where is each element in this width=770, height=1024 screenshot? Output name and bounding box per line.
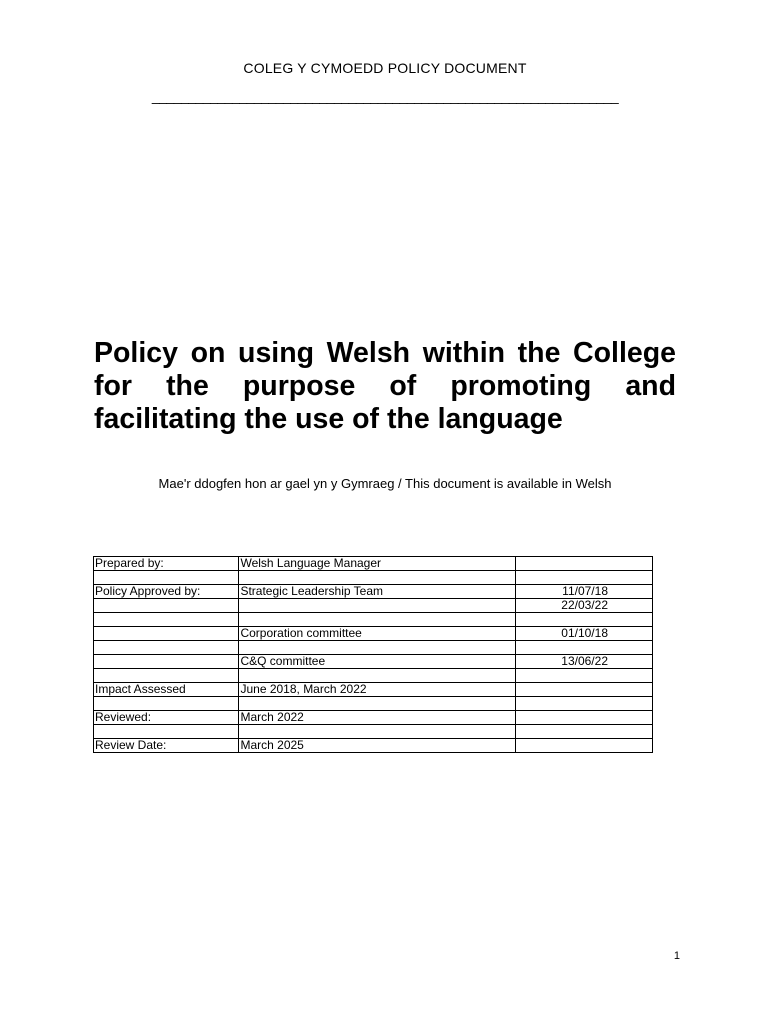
table-cell: 11/07/18 [515,585,652,599]
table-cell: Impact Assessed [94,683,239,697]
table-cell: Strategic Leadership Team [239,585,515,599]
table-row [94,641,653,655]
table-cell [239,725,515,739]
table-row [94,627,653,641]
approval-table [93,556,653,753]
table-row [94,739,653,753]
table-cell: Prepared by: [94,557,239,571]
table-row [94,725,653,739]
table-cell [515,697,652,711]
table-row [94,571,653,585]
table-cell [94,571,239,585]
availability-note: Mae'r ddogfen hon ar gael yn y Gymraeg / This document is available in Welsh [158,476,612,491]
table-row [94,683,653,697]
table-row [94,585,653,599]
table-cell: Welsh Language Manager [239,557,515,571]
table-cell: Reviewed: [94,711,239,725]
table-cell [94,641,239,655]
table-cell [94,627,239,641]
table-cell: Review Date: [94,739,239,753]
table-cell [515,571,652,585]
table-cell [515,669,652,683]
table-row [94,655,653,669]
table-cell [94,669,239,683]
table-cell [94,599,239,613]
table-cell [239,697,515,711]
table-cell [239,599,515,613]
table-cell [239,613,515,627]
table-cell [239,571,515,585]
table-cell: 22/03/22 [515,599,652,613]
table-cell [94,655,239,669]
table-cell [94,725,239,739]
table-cell [515,739,652,753]
table-cell [94,697,239,711]
table-row [94,669,653,683]
table-cell: 13/06/22 [515,655,652,669]
document-header: COLEG Y CYMOEDD POLICY DOCUMENT [243,60,527,76]
table-row [94,711,653,725]
table-cell: 01/10/18 [515,627,652,641]
header-rule: ________________________________________________________________ [151,88,619,104]
table-row [94,599,653,613]
page-number: 1 [673,950,680,962]
table-cell: June 2018, March 2022 [239,683,515,697]
document-title: Policy on using Welsh within the College for the purpose of promoting and facilitating the use of the language [94,337,676,435]
table-row [94,557,653,571]
table-cell [515,711,652,725]
table-cell [515,557,652,571]
table-cell: March 2025 [239,739,515,753]
table-cell: March 2022 [239,711,515,725]
table-cell [515,725,652,739]
table-cell [239,669,515,683]
table-cell: Corporation committee [239,627,515,641]
table-row [94,697,653,711]
table-row [94,613,653,627]
table-cell: Policy Approved by: [94,585,239,599]
table-cell [515,641,652,655]
table-cell [515,613,652,627]
table-cell [515,683,652,697]
table-cell: C&Q committee [239,655,515,669]
table-cell [239,641,515,655]
table-cell [94,613,239,627]
